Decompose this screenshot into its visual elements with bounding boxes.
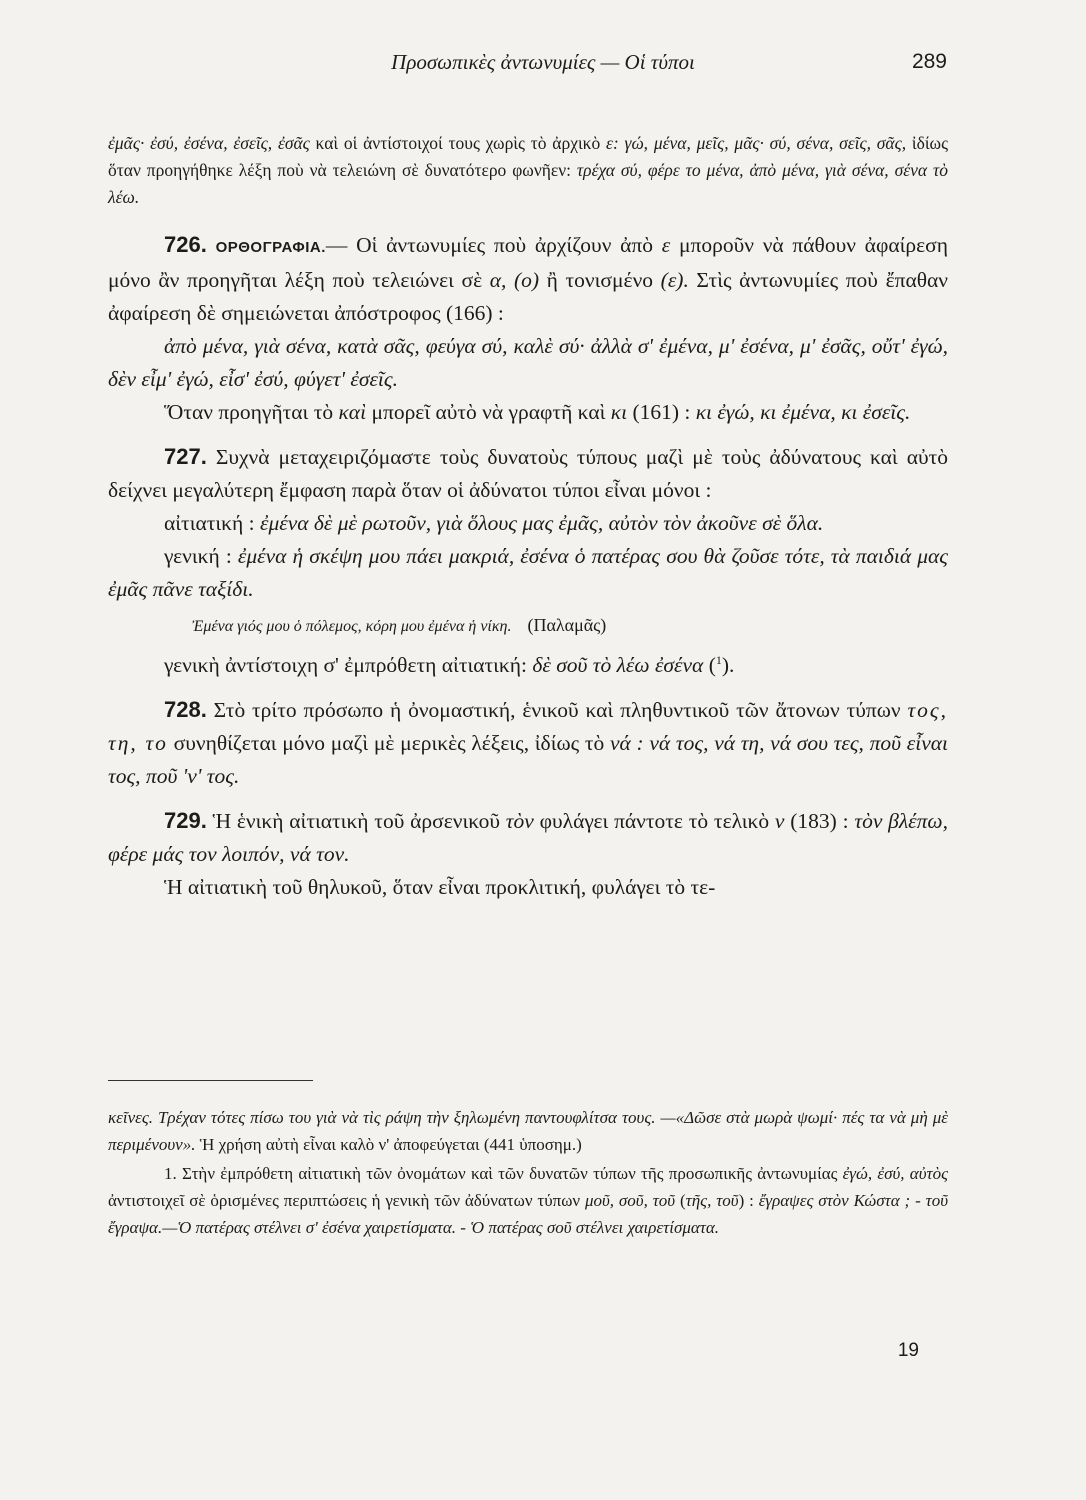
accusative-examples: ἐμένα δὲ μὲ ρωτοῦν, γιὰ ὅλους μας ἐμᾶς, αὐτὸν τὸν ἀκοῦνε σὲ ὅλα. — [259, 511, 824, 535]
section-729-feminine: Ἡ αἰτιατικὴ τοῦ θηλυκοῦ, ὅταν εἶναι προκλιτική, φυλάγει τὸ τε- — [164, 875, 716, 900]
accusative-label: αἰτιατική : — [164, 511, 260, 535]
footnote-1-pronouns: ἐγώ, ἐσύ, αὐτὸς — [842, 1164, 948, 1183]
section-728-number: 728. — [164, 697, 207, 723]
note-ki: κι — [610, 400, 628, 424]
section-728-forms: τος, τη, το — [108, 698, 948, 756]
note-text-2: μπορεῖ αὐτὸ νὰ γραφτῆ καὶ — [366, 400, 611, 424]
section-726-text-2: μποροῦν νὰ πάθουν ἀφαίρεση μόνο ἂν προηγῆται λέξη ποὺ τελειώνει σὲ — [108, 233, 948, 292]
section-728 — [108, 693, 948, 793]
footnote-cont-text: Ἡ χρήση αὐτὴ εἶναι καλὸ ν' ἀποφεύγεται (441 ὑποσημ.) — [195, 1135, 582, 1154]
page-number: 289 — [911, 50, 947, 73]
quote-source: (Παλαμᾶς) — [527, 615, 607, 635]
section-729-nu: ν — [774, 809, 785, 834]
footnote-ref-open: ( — [703, 653, 716, 678]
quote-text: Ἐμένα γιός μου ὁ πόλεμος, κόρη μου ἐμένα ἡ νίκη. — [192, 618, 512, 635]
section-729-ton: τὸν — [505, 809, 534, 834]
intro-example-e: τρέχα σύ, φέρε το μένα, ἀπὸ μένα, γιὰ σένα, σένα τὸ λέω. — [108, 159, 948, 207]
section-729-text-2: φυλάγει πάντοτε τὸ τελικὸ — [533, 809, 775, 834]
palamas-quote — [108, 610, 948, 642]
section-726-heading: ΟΡΘΟΓΡΑΦΙΑ. — [215, 239, 326, 256]
note-kai: καὶ — [338, 400, 367, 424]
intro-text-d: ἰδίως ὅταν προηγήθηκε λέξη ποὺ νὰ τελειώνη σὲ δυνατότερο φωνῆεν: — [108, 132, 948, 180]
prepositional-example: δὲ σοῦ τὸ λέω ἐσένα — [532, 653, 704, 678]
section-726-vowels: α, (ο) — [489, 268, 540, 292]
footnote-cont-examples: κεῖνες. Τρέχαν τότες πίσω του γιὰ νὰ τὶς ράψη τὴν ξηλωμένη παντουφλίτσα τους. —«Δῶσε στὰ μωρὰ ψωμί· πές τα νὰ μὴ μὲ περιμένουν». — [108, 1108, 948, 1154]
section-729 — [108, 804, 948, 871]
footnote-1-weak-forms: μοῦ, σοῦ, τοῦ — [584, 1191, 676, 1210]
footnote-1-number: 1. — [164, 1164, 177, 1183]
intro-paragraph — [108, 130, 948, 211]
section-726-text: — Οἱ ἀντωνυμίες ποὺ ἀρχίζουν ἀπὸ — [325, 233, 662, 257]
section-727-accusative — [108, 507, 948, 540]
note-ref: (161) : — [627, 400, 696, 424]
footnote-1-paren-close: ) : — [738, 1191, 759, 1210]
genitive-examples: ἐμένα ἡ σκέψη μου πάει μακριά, ἐσένα ὁ πατέρας σου θὰ ζοῦσε τότε, τὰ παιδιά μας ἐμᾶς πᾶνε ταξίδι. — [108, 544, 949, 601]
footnotes — [108, 1104, 948, 1241]
section-728-text: Στὸ τρίτο πρόσωπο ἡ ὀνομαστική, ἑνικοῦ καὶ πληθυντικοῦ τῶν ἄτονων τύπων — [206, 698, 908, 723]
intro-text-b: καὶ οἱ ἀντίστοιχοί τους χωρὶς τὸ ἀρχικὸ — [309, 132, 607, 153]
section-726-text-4: Στὶς ἀντωνυμίες ποὺ ἔπαθαν ἀφαίρεση δὲ σημειώνεται ἀπόστροφος (166) : — [108, 268, 948, 325]
running-header-title: Προσωπικὲς ἀντωνυμίες — Οἱ τύποι — [391, 50, 695, 74]
footnote-continuation — [108, 1104, 948, 1158]
footnote-ref-1: 1 — [715, 653, 722, 667]
section-726-vowel-e: (ε). — [660, 268, 689, 292]
footnote-1-weak-forms-2: τῆς, τοῦ — [685, 1191, 739, 1210]
section-728-text-2: συνηθίζεται μόνο μαζὶ μὲ μερικὲς λέξεις, ἰδίως τὸ — [167, 731, 610, 756]
section-729-examples: τὸν βλέπω, φέρε μάς τον λοιπόν, νά τον. — [108, 809, 948, 867]
intro-example-c: ε: γώ, μένα, μεῖς, μᾶς· σύ, σένα, σεῖς, σᾶς, — [606, 132, 907, 153]
section-729-number: 729. — [164, 808, 207, 834]
section-727-text: Συχνὰ μεταχειριζόμαστε τοὺς δυνατοὺς τύπους μαζὶ μὲ τοὺς ἀδύνατους καὶ αὐτὸ δείχνει μεγαλύτερη ἔμφαση παρὰ ὅταν οἱ ἀδύνατοι τύποι εἶναι μόνοι : — [108, 445, 948, 502]
section-726-number: 726. — [164, 232, 207, 257]
genitive-label: γενική : — [164, 544, 238, 568]
section-726 — [108, 228, 948, 330]
main-text — [108, 112, 948, 904]
footnote-1 — [108, 1160, 948, 1241]
section-726-note — [108, 396, 948, 429]
note-text: Ὅταν προηγῆται τὸ — [164, 400, 339, 424]
footnote-ref-close: ). — [721, 653, 735, 678]
section-727-genitive — [108, 540, 948, 606]
footnote-1-examples: ἔγραψες στὸν Κώστα ; - τοῦ ἔγραψα.—Ὁ πατέρας στέλνει σ' ἐσένα χαιρετίσματα. - Ὁ πατέρας σοῦ στέλνει χαιρετίσματα. — [108, 1191, 948, 1237]
footnote-1-text-2: ἀντιστοιχεῖ σὲ ὁρισμένες περιπτώσεις ἡ γενικὴ τῶν ἀδύνατων τύπων — [108, 1191, 585, 1210]
section-726-letter: ε — [661, 233, 671, 257]
footnote-rule — [108, 1080, 313, 1081]
section-729-ref: (183) : — [784, 809, 855, 834]
signature-mark: 19 — [897, 1340, 919, 1361]
note-examples: κι ἐγώ, κι ἐμένα, κι ἐσεῖς. — [695, 400, 911, 424]
section-728-examples: νά : νά τος, νά τη, νά σου τες, ποῦ εἶναι τος, ποῦ 'ν' τος. — [108, 731, 948, 789]
section-727-number: 727. — [164, 444, 207, 469]
prepositional-text: γενικὴ ἀντίστοιχη σ' ἐμπρόθετη αἰτιατική: — [164, 653, 533, 678]
footnote-1-paren-open: ( — [675, 1191, 686, 1210]
footnote-1-text: Στὴν ἐμπρόθετη αἰτιατικὴ τῶν ὀνομάτων καὶ τῶν δυνατῶν τύπων τῆς προσωπικῆς ἀντωνυμίας — [176, 1164, 843, 1183]
intro-example-a: ἐμᾶς· ἐσύ, ἐσένα, ἐσεῖς, ἐσᾶς — [108, 132, 310, 153]
section-726-text-3: ἢ τονισμένο — [539, 268, 661, 292]
section-727 — [108, 440, 948, 507]
section-726-examples: ἀπὸ μένα, γιὰ σένα, κατὰ σᾶς, φεύγα σύ, καλὲ σύ· ἀλλὰ σ' ἐμένα, μ' ἐσένα, μ' ἐσᾶς, οὔτ' ἐγώ, δὲν εἶμ' ἐγώ, εἶσ' ἐσύ, φύγετ' ἐσεῖς. — [108, 334, 948, 391]
section-729-text: Ἡ ἑνικὴ αἰτιατικὴ τοῦ ἀρσενικοῦ — [206, 809, 506, 834]
section-727-prepositional — [108, 644, 948, 682]
